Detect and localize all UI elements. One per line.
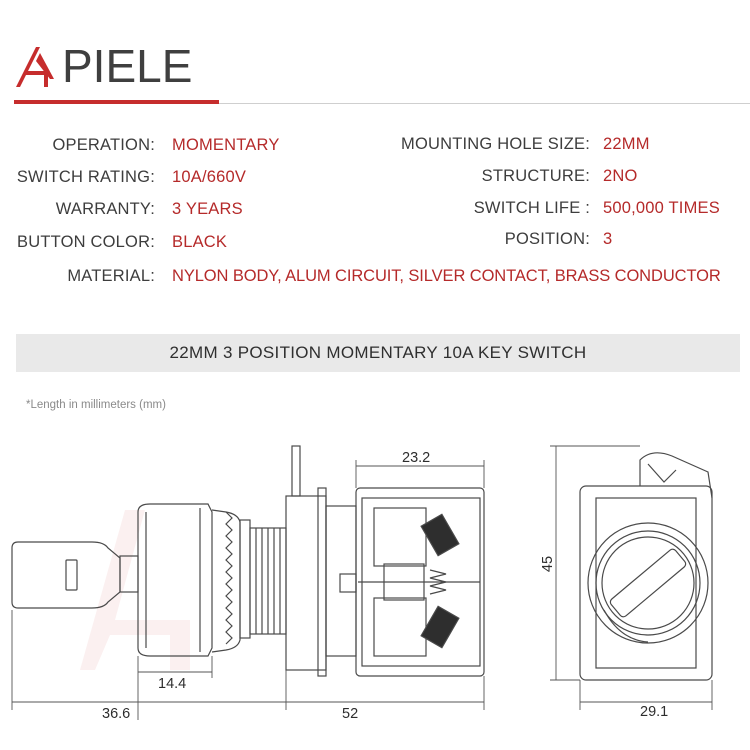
spec-label-mounting-hole: MOUNTING HOLE SIZE:	[401, 135, 590, 153]
technical-drawing	[0, 420, 750, 750]
spec-label-warranty: WARRANTY:	[55, 200, 155, 218]
spec-label-switch-life: SWITCH LIFE :	[473, 199, 590, 217]
spec-value-position: 3	[603, 230, 613, 248]
spec-label-switch-rating: SWITCH RATING:	[16, 168, 155, 186]
dim-14-4: 14.4	[158, 676, 187, 692]
logo-underline	[14, 100, 219, 104]
title-banner	[16, 334, 740, 372]
mounting-body	[286, 446, 356, 676]
spec-value-switch-rating: 10A/660V	[172, 168, 247, 186]
contact-block	[356, 488, 484, 676]
dim-29-1: 29.1	[640, 704, 669, 720]
brand-name: PIELE	[62, 40, 193, 92]
threaded-barrel	[250, 528, 286, 634]
spec-value-mounting-hole: 22MM	[603, 135, 650, 153]
logo-mark-icon	[14, 43, 60, 89]
front-view	[580, 453, 712, 680]
spec-label-structure: STRUCTURE:	[481, 167, 590, 185]
spec-value-warranty: 3 YEARS	[172, 200, 243, 218]
banner-title: 22MM 3 POSITION MOMENTARY 10A KEY SWITCH	[169, 343, 587, 362]
spec-label-position: POSITION:	[504, 230, 590, 248]
spec-value-button-color: BLACK	[172, 233, 228, 251]
dim-52: 52	[342, 706, 359, 722]
units-note: *Length in millimeters (mm)	[26, 399, 166, 411]
spec-value-material: NYLON BODY, ALUM CIRCUIT, SILVER CONTACT, BRASS CONDUCTOR	[172, 267, 721, 285]
spec-value-switch-life: 500,000 TIMES	[603, 199, 720, 217]
spec-label-operation: OPERATION:	[52, 136, 155, 154]
brand-logo	[14, 40, 192, 92]
spec-value-structure: 2NO	[603, 167, 638, 185]
dim-23-2: 23.2	[402, 450, 431, 466]
spec-label-button-color: BUTTON COLOR:	[17, 233, 155, 251]
header-rule	[219, 103, 750, 104]
spec-label-material: MATERIAL:	[67, 267, 155, 285]
dim-45: 45	[540, 555, 557, 573]
dim-36-6: 36.6	[102, 706, 131, 722]
watermark-logo-mark	[80, 510, 190, 670]
spec-value-operation: MOMENTARY	[172, 136, 280, 154]
